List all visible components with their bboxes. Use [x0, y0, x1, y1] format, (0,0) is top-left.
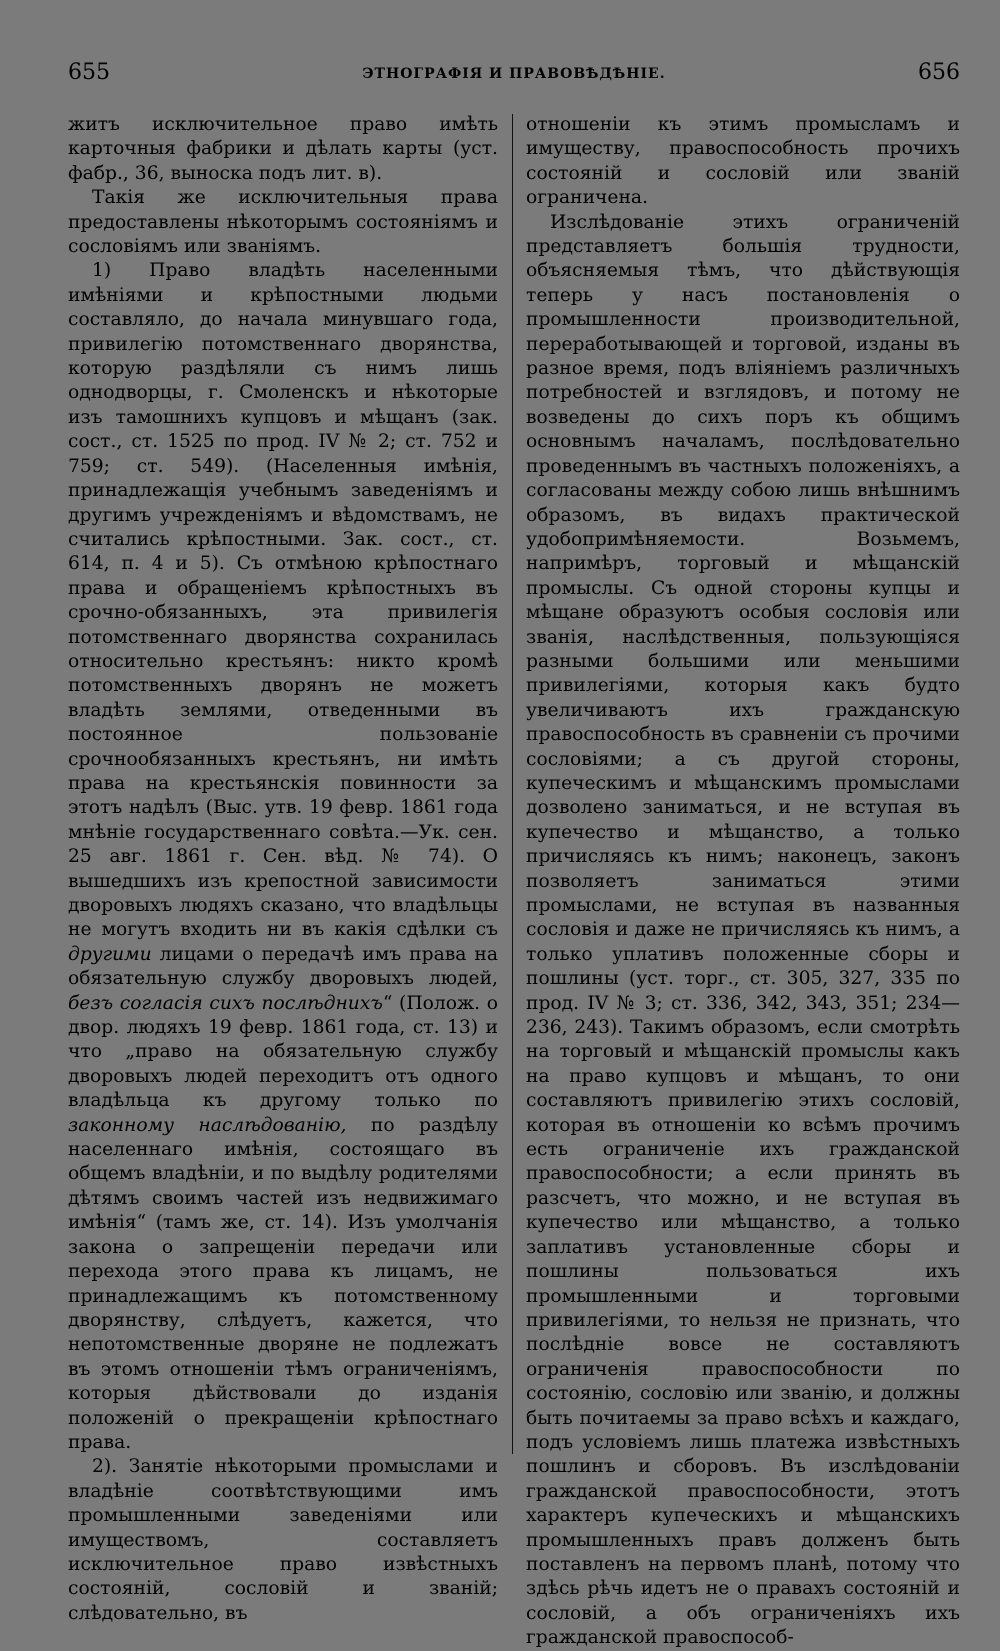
- emphasis-text: другими: [68, 943, 152, 965]
- left-column: [68, 113, 498, 1624]
- right-column: [526, 113, 960, 1649]
- running-title: ЭТНОГРАФІЯ И ПРАВОВѢДѢНІЕ.: [362, 66, 666, 82]
- text-run: 1) Право владѣть населенными имѣніями и крѣпостными людьми составляло, до начала минувшаго года, привилегію потомственнаго дворянства, которую раздѣляли съ нимъ лишь однодворцы, г. Смоленскъ и нѣкоторые изъ тамошнихъ купцовъ и мѣщанъ (зак. сост., ст. 1525 по прод. IV № 2; ст. 752 и 759; ст. 549). (Населенныя имѣнія, принадлежащія учебнымъ заведеніямъ и другимъ учрежденіямъ и вѣдомствамъ, не считались крѣпостными. Зак. сост., ст. 614, п. 4 и 5). Съ отмѣною крѣпостнаго права и обращеніемъ крѣпостныхъ въ срочно-обязанныхъ, эта привилегія потомственнаго дворянства сохранилась относительно крестьянъ: никто кромѣ потомственныхъ дворянъ не можетъ владѣть землями, отведенными въ постоянное пользованіе срочнообязанныхъ крестьянъ, ни имѣть права на крестьянскія повинности за этотъ надѣлъ (Выс. утв. 19 февр. 1861 года мнѣніе государственнаго совѣта.—Ук. сен. 25 авг. 1861 г. Сен. вѣд. № 74). О вышедшихъ изъ крепостной зависимости дворовыхъ людяхъ сказано, что владѣльцы не могутъ входить ни въ какія сдѣлки съ: [68, 260, 498, 941]
- text-run: по раздѣлу населеннаго имѣнія, состоящаго въ общемъ владѣніи, и по выдѣлу родителями дѣтямъ своимъ частей изъ недвижимаго имѣнія“ (тамъ же, ст. 14). Изъ умолчанія закона о запрещеніи передачи или перехода этого права къ лицамъ, не принадлежащимъ къ потомственному дворянству, слѣдуетъ, кажется, что непотомственные дворяне не подлежатъ въ этомъ отношеніи тѣмъ ограниченіямъ, которыя дѣйствовали до изданія положеній о прекращеніи крѣпостнаго права.: [68, 1114, 498, 1453]
- paragraph: отношеніи къ этимъ промысламъ и имуществу, правоспособность прочихъ состояній и сословій или званій ограничена.: [526, 114, 960, 209]
- page-number-left: 655: [68, 60, 110, 85]
- paragraph: житъ исключительное право имѣть карточныя фабрики и дѣлать карты (уст. фабр., 36, выноска подъ лит. в).: [68, 114, 498, 184]
- paragraph: [68, 259, 498, 1455]
- text-run: лицами о передачѣ имъ права на обязательную службу дворовыхъ людей,: [68, 943, 498, 990]
- paragraph: Такія же исключительныя права предоставлены нѣкоторымъ состояніямъ и сословіямъ или званіямъ.: [68, 187, 498, 258]
- page-number-right: 656: [918, 60, 960, 85]
- emphasis-text: безъ согласія сихъ послѣднихъ: [68, 992, 383, 1014]
- paragraph: Изслѣдованіе этихъ ограниченій представляетъ большія трудности, объясняемыя тѣмъ, что дѣйствующія теперь у насъ постановленія о промышленности производительной, переработывающей и торговой, изданы въ разное время, подъ вліяніемъ различныхъ потребностей и взглядовъ, и потому не возведены до сихъ поръ къ общимъ основнымъ началамъ, послѣдовательно проведеннымъ въ частныхъ положеніяхъ, а согласованы между собою лишь внѣшнимъ образомъ, въ видахъ практической удобопримѣняемости. Возьмемъ, напримѣръ, торговый и мѣщанскій промыслы. Съ одной стороны купцы и мѣщане образуютъ особыя сословія или званія, наслѣдственныя, пользующіяся разными большими или меньшими привилегіями, которыя какъ будто увеличиваютъ ихъ гражданскую правоспособность въ сравненіи съ прочими сословіями; а съ другой стороны, купеческимъ и мѣщанскимъ промыслами дозволено заниматься, и не вступая въ купечество и мѣщанство, а только причисляясь къ нимъ; наконецъ, законъ позволяетъ заниматься этими промыслами, не вступая въ названныя сословія и даже не причисляясь къ нимъ, а только уплативъ положенные сборы и пошлины (уст. торг., ст. 305, 327, 335 по прод. IV № 3; ст. 336, 342, 343, 351; 234—236, 243). Такимъ образомъ, если смотрѣть на торговый и мѣщанскій промыслы какъ на право купцовъ и мѣщанъ, то они составляютъ привилегію этихъ сословій, которая въ отношеніи ко всѣмъ прочимъ есть ограниченіе ихъ гражданской правоспособности; а если принять въ разсчетъ, что можно, и не вступая въ купечество или мѣщанство, а только заплативъ установленные сборы и пошлины пользоваться ихъ промышленными и торговыми привилегіями, то нельзя не признать, что послѣдніе вовсе не составляютъ ограниченія правоспособности по состоянію, сословію или званію, и должны быть почитаемы за право всѣхъ и каждаго, подъ условіемъ лишь платежа извѣстныхъ пошлинъ и сборовъ. Въ изслѣдованіи гражданской правоспособности, этотъ характеръ купеческихъ и мѣщанскихъ промышленныхъ правъ долженъ быть поставленъ на первомъ планѣ, потому что здѣсь рѣчь идетъ не о правахъ состояній и сословій, а объ ограниченіяхъ ихъ гражданской правоспособ-: [526, 211, 960, 1649]
- text-run: “ (Полож. о двор. людяхъ 19 февр. 1861 года, ст. 13) и что „право на обязательную службу дворовыхъ людей переходитъ отъ одного владѣльца къ другому только по: [68, 992, 498, 1112]
- running-header: [68, 60, 960, 96]
- column-divider: [512, 114, 513, 1454]
- emphasis-text: законному наслѣдованію,: [68, 1114, 347, 1136]
- paragraph: 2). Занятіе нѣкоторыми промыслами и владѣніе соотвѣтствующими имъ промышленными заведеніями или имуществомъ, составляетъ исключительное право извѣстныхъ состояній, сословій и званій; слѣдовательно, въ: [68, 1456, 498, 1624]
